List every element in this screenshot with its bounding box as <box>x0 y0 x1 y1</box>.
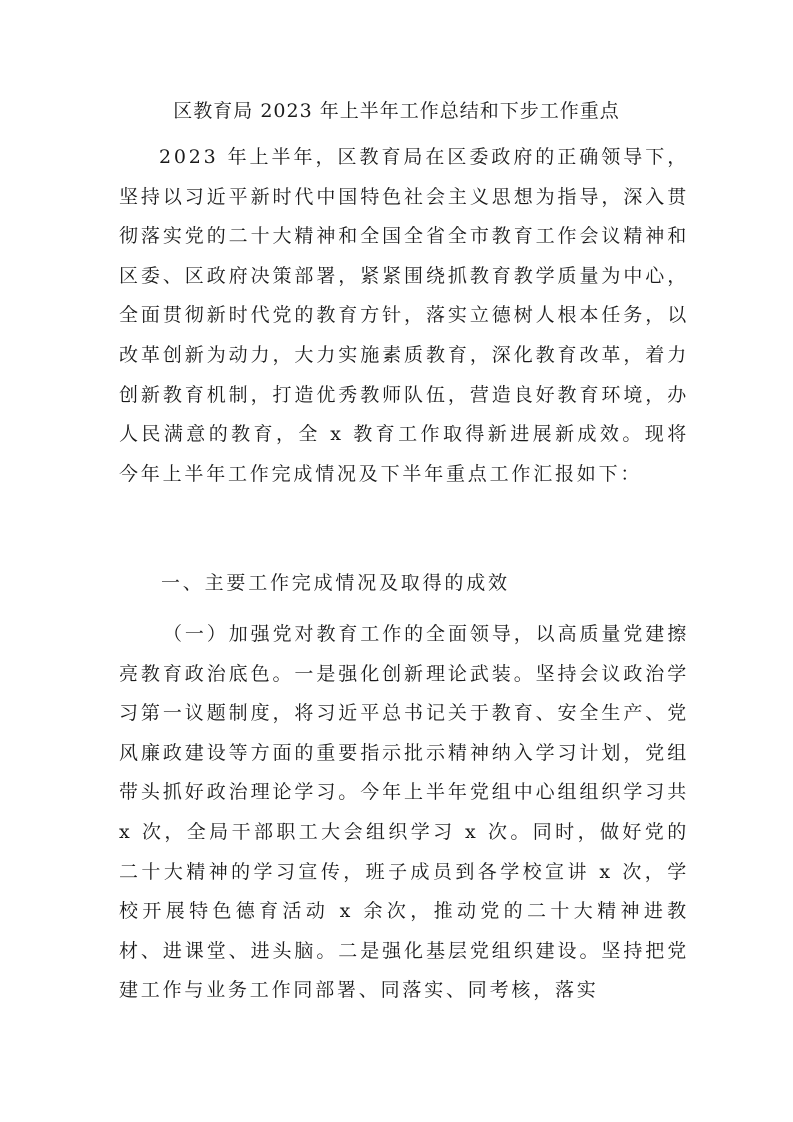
document-title: 区教育局 2023 年上半年工作总结和下步工作重点 <box>173 100 620 122</box>
intro-paragraph: 2023 年上半年，区教育局在区委政府的正确领导下，坚持以习近平新时代中国特色社会主义思想为指导，深入贯彻落实党的二十大精神和全国全省全市教育工作会议精神和区委、区政府决策部署，紧紧围绕抓教育教学质量为中心，全面贯彻新时代党的教育方针，落实立德树人根本任务，以改革创新为动力，大力实施素质教育，深化教育改革，着力创新教育机制，打造优秀教师队伍，营造良好教育环境，办人民满意的教育，全 x 教育工作取得新进展新成效。现将今年上半年工作完成情况及下半年重点工作汇报如下： <box>119 146 689 485</box>
section-paragraph: （一）加强党对教育工作的全面领导，以高质量党建擦亮教育政治底色。一是强化创新理论武装。坚持会议政治学习第一议题制度，将习近平总书记关于教育、安全生产、党风廉政建设等方面的重要指示批示精神纳入学习计划，党组带头抓好政治理论学习。今年上半年党组中心组组织学习共 x 次，全局干部职工大会组织学习 x 次。同时，做好党的二十大精神的学习宣传，班子成员到各学校宣讲 x 次，学校开展特色德育活动 x 余次，推动党的二十大精神进教材、进课堂、进头脑。二是强化基层党组织建设。坚持把党建工作与业务工作同部署、同落实、同考核，落实 <box>119 623 689 1002</box>
section-heading: 一、主要工作完成情况及取得的成效 <box>161 572 510 594</box>
